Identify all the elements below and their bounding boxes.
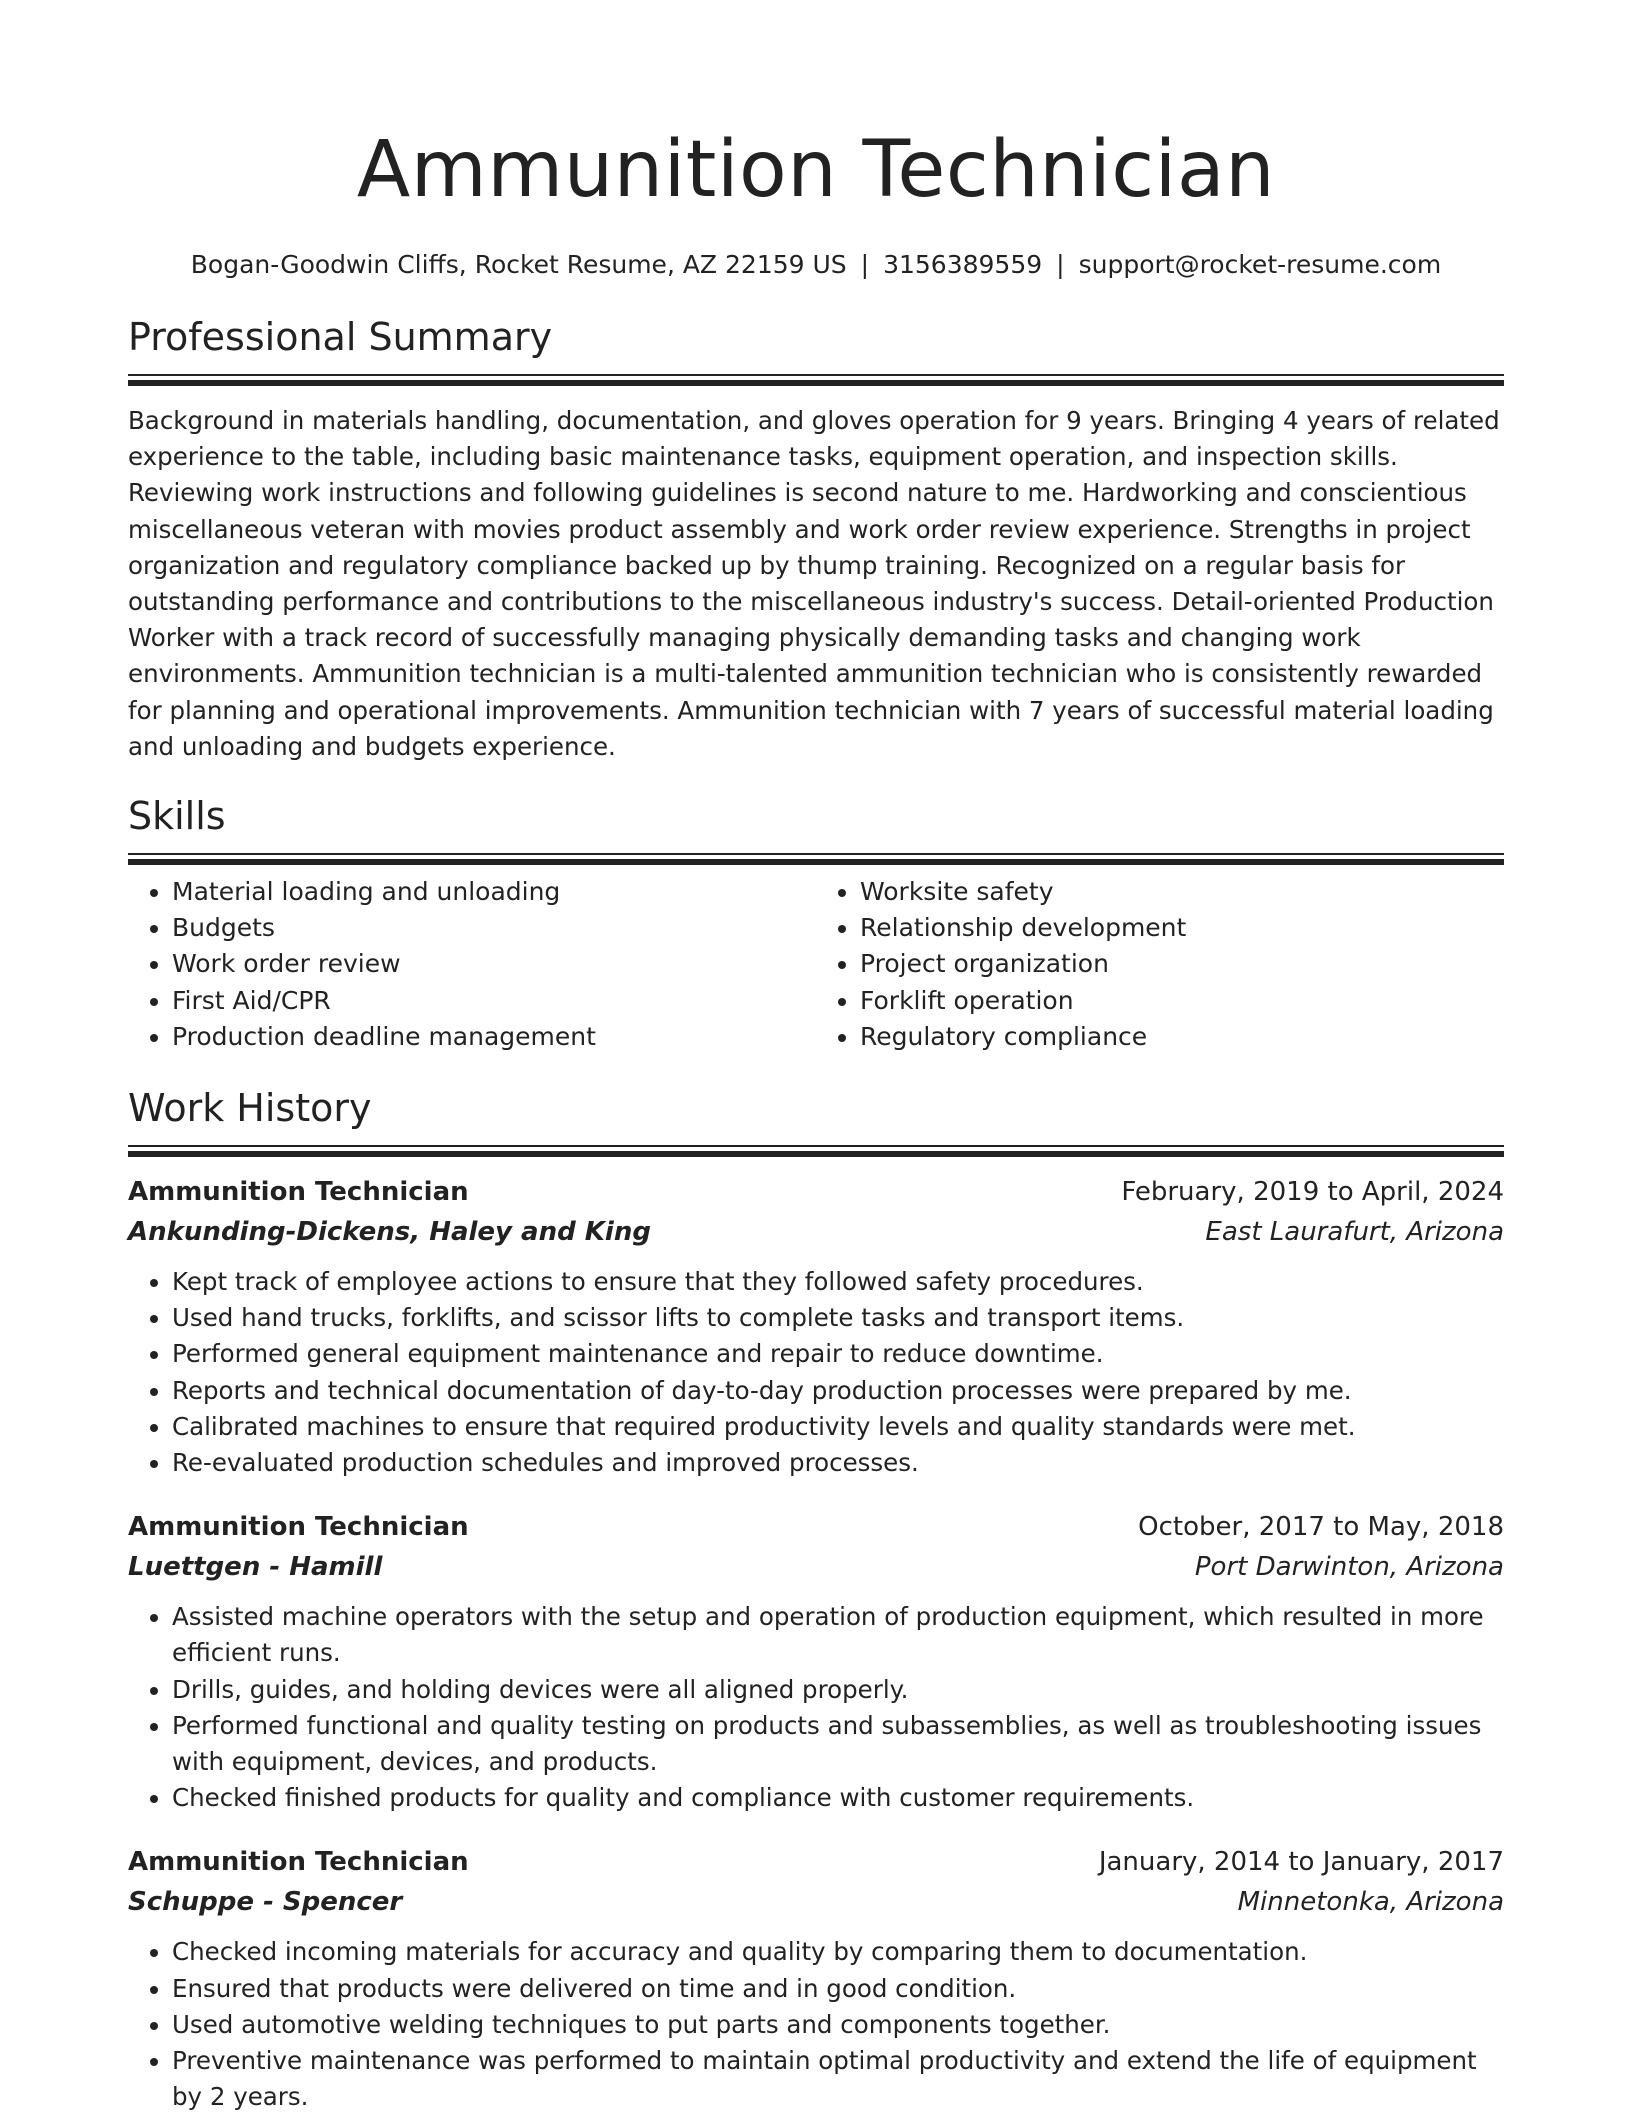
professional-summary-section xyxy=(128,312,1504,765)
section-title-work-history: Work History xyxy=(128,1086,372,1131)
job-bullet: • Performed functional and quality testing on products and subassemblies, as well as troubleshooting issues with equipment, devices, and products. xyxy=(172,1708,1504,1780)
contact-address: Bogan-Goodwin Cliffs, Rocket Resume, AZ 22159 US xyxy=(190,250,847,279)
skill-item: • Material loading and unloading xyxy=(172,874,816,910)
job-company-row xyxy=(128,1882,1504,1922)
skills-section xyxy=(128,791,1504,1055)
job-bullet: • Reports and technical documentation of day-to-day production processes were prepared by me. xyxy=(172,1373,1504,1409)
job-company: Ankunding-Dickens, Haley and King xyxy=(128,1217,651,1248)
job-bullet: • Used hand trucks, forklifts, and scissor lifts to complete tasks and transport items. xyxy=(172,1300,1504,1336)
job-entry xyxy=(128,1172,1504,1481)
summary-text: Background in materials handling, documentation, and gloves operation for 9 years. Bringing 4 years of related experience to the table, including basic maintenance tasks, equipment operation, and inspection skills. Reviewing work instructions and following guidelines is second nature to me. Hardworking and conscientious miscellaneous veteran with movies product assembly and work order review experience. Strengths in project organization and regulatory compliance backed up by thump training. Recognized on a regular basis for outstanding performance and contributions to the miscellaneous industry's success. Detail-oriented Production Worker with a track record of successfully managing physically demanding tasks and changing work environments. Ammunition technician is a multi-talented ammunition technician who is consistently rewarded for planning and operational improvements. Ammunition technician with 7 years of successful material loading and unloading and budgets experience. xyxy=(128,406,1500,761)
job-title: Ammunition Technician xyxy=(128,1177,469,1208)
skill-item: • Project organization xyxy=(860,946,1504,982)
candidate-name: Ammunition Technician xyxy=(356,125,1276,215)
job-entry xyxy=(128,1842,1504,2115)
skill-item: • Relationship development xyxy=(860,910,1504,946)
job-title: Ammunition Technician xyxy=(128,1847,469,1878)
job-bullets xyxy=(128,1934,1504,2115)
job-bullet: • Drills, guides, and holding devices were all aligned properly. xyxy=(172,1672,1504,1708)
job-location: East Laurafurt, Arizona xyxy=(1205,1217,1504,1248)
contact-separator: | xyxy=(1056,250,1065,279)
skills-list-right xyxy=(816,874,1504,1055)
section-divider xyxy=(128,1145,1504,1158)
skill-item: • First Aid/CPR xyxy=(172,983,816,1019)
job-bullet: • Assisted machine operators with the setup and operation of production equipment, which resulted in more efficient runs. xyxy=(172,1599,1504,1671)
skill-item: • Production deadline management xyxy=(172,1019,816,1055)
job-location: Minnetonka, Arizona xyxy=(1237,1887,1504,1918)
job-bullet: • Performed general equipment maintenance and repair to reduce downtime. xyxy=(172,1336,1504,1372)
contact-separator: | xyxy=(860,250,870,279)
resume-page xyxy=(128,0,1504,2116)
job-company-row xyxy=(128,1212,1504,1252)
contact-phone: 3156389559 xyxy=(883,250,1043,279)
job-bullet: • Checked finished products for quality and compliance with customer requirements. xyxy=(172,1780,1504,1816)
job-header-row xyxy=(128,1842,1504,1882)
job-bullets xyxy=(128,1599,1504,1816)
job-bullet: • Checked incoming materials for accuracy and quality by comparing them to documentation. xyxy=(172,1934,1504,1970)
job-dates: February, 2019 to April, 2024 xyxy=(1121,1177,1504,1208)
skill-item: • Regulatory compliance xyxy=(860,1019,1504,1055)
job-bullet: • Ensured that products were delivered on time and in good condition. xyxy=(172,1971,1504,2007)
job-entry xyxy=(128,1507,1504,1816)
job-dates: January, 2014 to January, 2017 xyxy=(1098,1847,1504,1878)
job-bullet: • Used automotive welding techniques to put parts and components together. xyxy=(172,2007,1504,2043)
skill-item: • Work order review xyxy=(172,946,816,982)
job-bullet: • Preventive maintenance was performed to maintain optimal productivity and extend the life of equipment by 2 years. xyxy=(172,2043,1504,2115)
skill-item: • Forklift operation xyxy=(860,983,1504,1019)
job-bullets xyxy=(128,1264,1504,1481)
section-divider xyxy=(128,853,1504,866)
job-bullet: • Kept track of employee actions to ensure that they followed safety procedures. xyxy=(172,1264,1504,1300)
job-header-row xyxy=(128,1172,1504,1212)
job-header-row xyxy=(128,1507,1504,1547)
skill-item: • Worksite safety xyxy=(860,874,1504,910)
section-title-summary: Professional Summary xyxy=(128,315,553,359)
skills-list-left xyxy=(128,874,816,1055)
job-company-row xyxy=(128,1547,1504,1587)
job-title: Ammunition Technician xyxy=(128,1512,469,1543)
section-divider xyxy=(128,374,1504,387)
job-company: Luettgen - Hamill xyxy=(128,1552,383,1583)
contact-line xyxy=(128,248,1504,282)
work-history-section xyxy=(128,1083,1504,2115)
skills-columns xyxy=(128,874,1504,1055)
job-company: Schuppe - Spencer xyxy=(128,1887,403,1918)
job-dates: October, 2017 to May, 2018 xyxy=(1138,1512,1504,1543)
job-bullet: • Calibrated machines to ensure that required productivity levels and quality standards were met. xyxy=(172,1409,1504,1445)
contact-email: support@rocket-resume.com xyxy=(1078,250,1442,279)
section-title-skills: Skills xyxy=(128,794,226,839)
job-location: Port Darwinton, Arizona xyxy=(1194,1552,1504,1583)
job-bullet: • Re-evaluated production schedules and improved processes. xyxy=(172,1445,1504,1481)
skill-item: • Budgets xyxy=(172,910,816,946)
